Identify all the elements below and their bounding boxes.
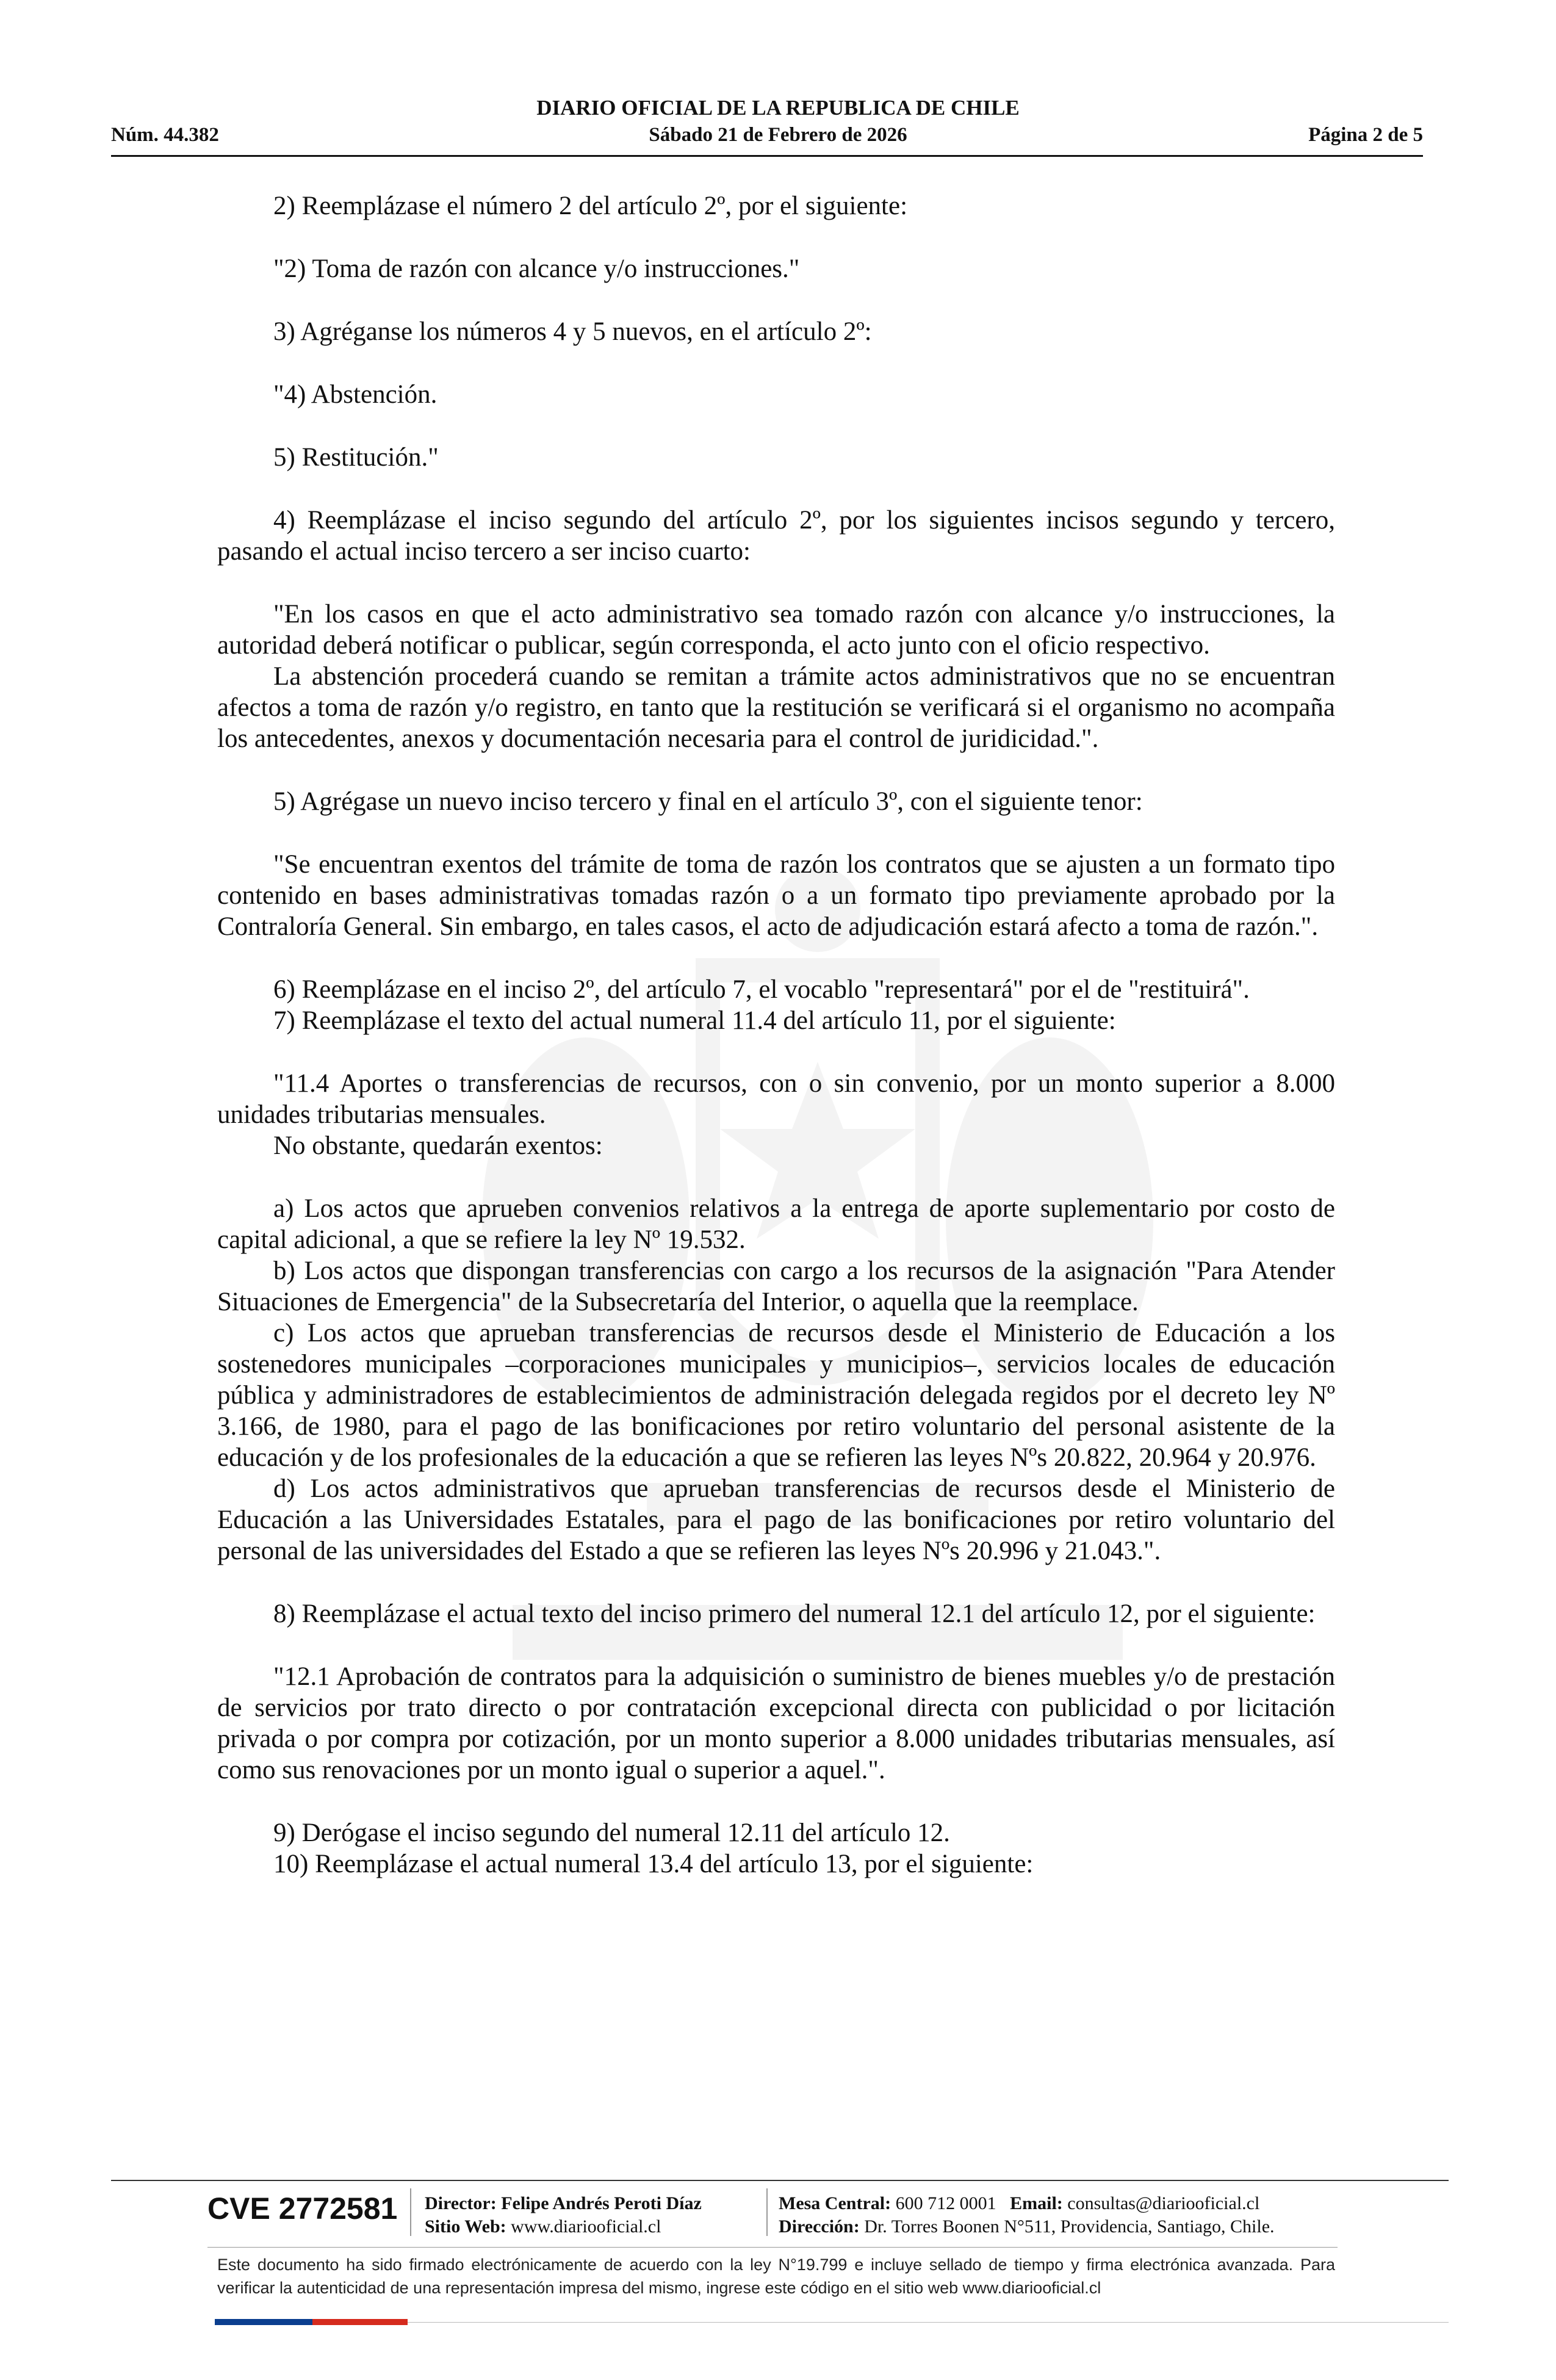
document-body (217, 190, 1335, 1880)
footer-bottom-divider (408, 2322, 1449, 2323)
paragraph: b) Los actos que dispongan transferencias con cargo a los recursos de la asignación "Para Atender Situaciones de Emergencia" de la Subsecretaría del Interior, o aquella que la reemplace. (217, 1257, 1335, 1316)
email-link[interactable]: consultas@diariooficial.cl (1067, 2193, 1260, 2213)
paragraph: c) Los actos que aprueban transferencias de recursos desde el Ministerio de Educación a los sostenedores municipales –corporaciones municipales y municipios–, servicios locales de educación pública y administradores de establecimientos de administración delegada regidos por el decreto ley Nº 3.166, de 1980, para el pago de las bonificaciones por retiro voluntario del personal asistente de la educación y de los profesionales de la educación a que se refieren las leyes Nºs 20.822, 20.964 y 20.976. (217, 1319, 1335, 1472)
phone-value: 600 712 0001 (895, 2193, 996, 2213)
paragraph: La abstención procederá cuando se remitan a trámite actos administrativos que no se encuentran afectos a toma de razón y/o registro, en tanto que la restitución se verificará si el organismo no acompaña los antecedentes, anexos y documentación necesaria para el control de juridicidad.". (217, 662, 1335, 753)
flag-stripe-blue (215, 2319, 312, 2325)
paragraph: 3) Agréganse los números 4 y 5 nuevos, en el artículo 2º: (273, 317, 872, 346)
paragraph: "11.4 Aportes o transferencias de recursos, con o sin convenio, por un monto superior a 8.000 unidades tributarias mensuales. (217, 1069, 1335, 1129)
header-divider (111, 155, 1423, 157)
paragraph: a) Los actos que aprueben convenios relativos a la entrega de aporte suplementario por costo de capital adicional, a que se refiere la ley Nº 19.532. (217, 1194, 1335, 1254)
paragraph: 5) Agrégase un nuevo inciso tercero y final en el artículo 3º, con el siguiente tenor: (273, 787, 1143, 816)
paragraph: 6) Reemplázase en el inciso 2º, del artículo 7, el vocablo "representará" por el de "restituirá". (273, 975, 1250, 1004)
page-number: Página 2 de 5 (1308, 124, 1423, 146)
paragraph: "12.1 Aprobación de contratos para la adquisición o suministro de bienes muebles y/o de prestación de servicios por trato directo o por contratación excepcional directa con publicidad o por licitación privada o por compra por cotización, por un monto superior a 8.000 unidades tributarias mensuales, así como sus renovaciones por un monto igual o superior a aquel.". (217, 1662, 1335, 1784)
paragraph: 10) Reemplázase el actual numeral 13.4 del artículo 13, por el siguiente: (273, 1850, 1034, 1878)
phone-label: Mesa Central: (779, 2193, 891, 2213)
cve-code: CVE 2772581 (207, 2191, 398, 2226)
footer-separator (410, 2188, 411, 2236)
address-value: Dr. Torres Boonen N°511, Providencia, Santiago, Chile. (864, 2216, 1275, 2237)
paragraph: 8) Reemplázase el actual texto del inciso primero del numeral 12.1 del artículo 12, por el siguiente: (273, 1599, 1316, 1628)
paragraph: "En los casos en que el acto administrativo sea tomado razón con alcance y/o instrucciones, la autoridad deberá notificar o publicar, según corresponda, el acto junto con el oficio respectivo. (217, 600, 1335, 660)
paragraph: 9) Derógase el inciso segundo del numeral 12.11 del artículo 12. (273, 1819, 950, 1847)
email-label: Email: (1010, 2193, 1063, 2213)
paragraph: "4) Abstención. (273, 380, 438, 409)
footer-top-divider (111, 2180, 1449, 2181)
newspaper-title: DIARIO OFICIAL DE LA REPUBLICA DE CHILE (536, 96, 1020, 120)
issue-date: Sábado 21 de Febrero de 2026 (649, 124, 907, 146)
paragraph: 2) Reemplázase el número 2 del artículo 2º, por el siguiente: (273, 192, 908, 220)
flag-stripe-red (312, 2319, 408, 2325)
web-label: Sitio Web: (425, 2216, 506, 2237)
footer-contact-block (779, 2192, 1275, 2238)
footer-director-block (425, 2192, 702, 2238)
footer-inner-divider (207, 2247, 1338, 2248)
paragraph: 5) Restitución." (273, 443, 439, 472)
web-link[interactable]: www.diariooficial.cl (511, 2216, 661, 2237)
signature-disclaimer: Este documento ha sido firmado electrónicamente de acuerdo con la ley N°19.799 e incluye sellado de tiempo y firma electrónica avanzada. Para verificar la autenticidad de una representación impresa del mismo, ingrese este código en el sitio web www.diariooficial.cl (217, 2256, 1335, 2297)
paragraph: 4) Reemplázase el inciso segundo del artículo 2º, por los siguientes incisos segundo y tercero, pasando el actual inciso tercero a ser inciso cuarto: (217, 506, 1335, 566)
address-label: Dirección: (779, 2216, 860, 2237)
issue-number: Núm. 44.382 (111, 124, 219, 146)
director-label: Director: (425, 2193, 497, 2213)
paragraph: "Se encuentran exentos del trámite de toma de razón los contratos que se ajusten a un formato tipo contenido en bases administrativas tomadas razón o a un formato tipo previamente aprobado por la Contraloría General. Sin embargo, en tales casos, el acto de adjudicación estará afecto a toma de razón.". (217, 850, 1335, 941)
paragraph: No obstante, quedarán exentos: (273, 1131, 603, 1160)
paragraph: 7) Reemplázase el texto del actual numeral 11.4 del artículo 11, por el siguiente: (273, 1006, 1116, 1035)
paragraph: "2) Toma de razón con alcance y/o instrucciones." (273, 254, 800, 283)
footer-separator (766, 2188, 768, 2236)
director-name: Felipe Andrés Peroti Díaz (501, 2193, 702, 2213)
paragraph: d) Los actos administrativos que aprueban transferencias de recursos desde el Ministerio de Educación a las Universidades Estatales, para el pago de las bonificaciones por retiro voluntario del personal de las universidades del Estado a que se refieren las leyes Nºs 20.996 y 21.043.". (217, 1474, 1335, 1565)
